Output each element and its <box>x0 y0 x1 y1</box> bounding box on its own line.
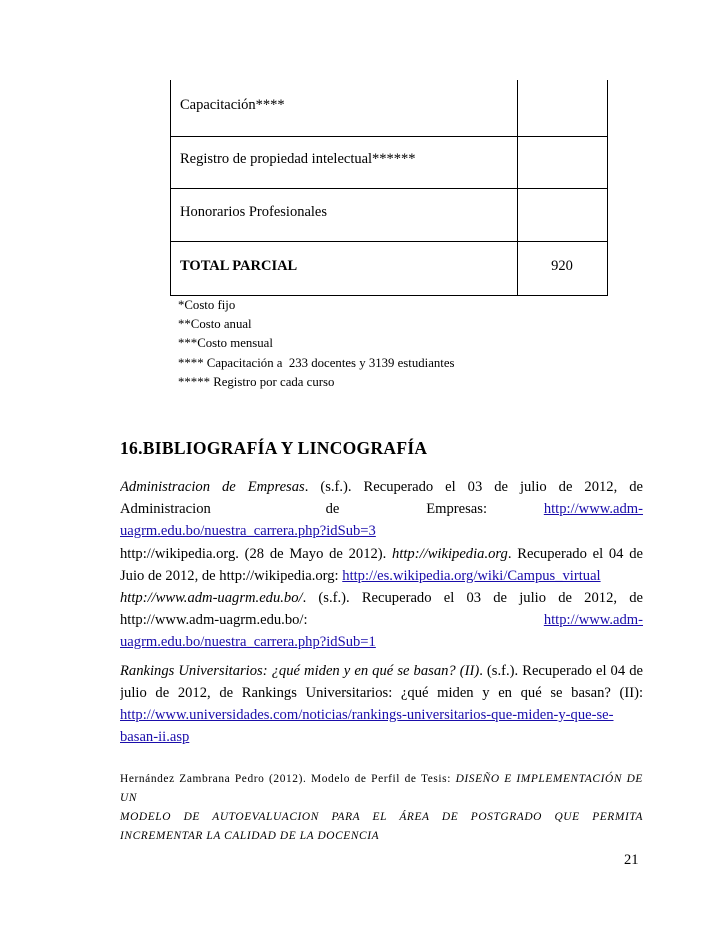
page-number: 21 <box>624 852 639 868</box>
table-row <box>171 189 607 242</box>
ref-text: http://www.adm-uagrm.edu.bo/: <box>120 612 308 628</box>
ref-line <box>120 543 643 565</box>
note-line: ***Costo mensual <box>178 336 273 351</box>
column-divider <box>517 189 518 241</box>
ref-line <box>120 704 643 726</box>
ref-text: . (s.f.). Recuperado el 03 de julio de 2012, de <box>304 479 643 495</box>
ref-link[interactable]: http://www.universidades.com/noticias/rankings-universitarios-que-miden-y-que-se- <box>120 707 614 723</box>
ref-line <box>120 520 643 542</box>
ref-line <box>120 476 643 498</box>
cost-notes <box>178 296 454 392</box>
note-line: **Costo anual <box>178 317 252 332</box>
total-label: TOTAL PARCIAL <box>180 258 298 274</box>
column-divider <box>517 137 518 188</box>
ref-line <box>120 631 643 653</box>
column-divider <box>517 80 518 136</box>
ref-title: Rankings Universitarios: ¿qué miden y en qué se basan? (II) <box>120 663 480 679</box>
row-label: Registro de propiedad intelectual****** <box>180 151 416 167</box>
ref-line: julio de 2012, de Rankings Universitarios: ¿qué miden y en qué se basan? (II): <box>120 685 643 701</box>
row-label: Honorarios Profesionales <box>180 204 327 220</box>
note-line: *Costo fijo <box>178 298 236 312</box>
total-value: 920 <box>551 258 573 274</box>
table-row-total <box>171 242 607 296</box>
ref-text: . Recuperado el 04 de <box>507 546 643 562</box>
row-label: Capacitación**** <box>180 97 285 113</box>
footer-line: INCREMENTAR LA CALIDAD DE LA DOCENCIA <box>120 830 380 842</box>
reference-4 <box>120 660 643 748</box>
ref-link[interactable]: uagrm.edu.bo/nuestra_carrera.php?idSub=1 <box>120 634 376 650</box>
ref-title: http://www.adm-uagrm.edu.bo/ <box>120 590 303 606</box>
ref-text: . (s.f.). Recuperado el 04 de <box>479 663 643 679</box>
ref-text: Empresas: <box>426 501 487 517</box>
ref-link[interactable]: basan-ii.asp <box>120 729 190 745</box>
cost-table <box>170 80 608 296</box>
reference-3 <box>120 587 643 653</box>
ref-line <box>120 660 643 682</box>
ref-text: http://wikipedia.org. (28 de Mayo de 2012). <box>120 546 393 562</box>
ref-link[interactable]: http://www.adm- <box>543 501 643 517</box>
ref-text: . (s.f.). Recuperado el 03 de julio de 2012, de <box>302 590 643 606</box>
footer-line <box>120 770 643 808</box>
footer-note <box>120 770 643 846</box>
note-line: **** Capacitación a 233 docentes y 3139 estudiantes <box>178 355 455 370</box>
ref-link[interactable]: http://www.adm- <box>543 612 643 628</box>
footer-line: MODELO DE AUTOEVALUACION PARA EL ÁREA DE POSTGRADO QUE PERMITA <box>120 811 643 823</box>
ref-line <box>120 587 643 609</box>
reference-1 <box>120 476 643 542</box>
ref-text: de <box>325 501 340 517</box>
table-row <box>171 80 607 137</box>
ref-text: Administracion <box>120 501 211 517</box>
section-title: 16.BIBLIOGRAFÍA Y LINCOGRAFÍA <box>120 438 428 458</box>
ref-line <box>120 565 643 587</box>
ref-link[interactable]: uagrm.edu.bo/nuestra_carrera.php?idSub=3 <box>120 523 376 539</box>
table-row <box>171 137 607 189</box>
ref-line <box>120 609 643 631</box>
ref-title: http://wikipedia.org <box>392 546 508 562</box>
reference-2 <box>120 543 643 587</box>
note-line: ***** Registro por cada curso <box>178 374 335 389</box>
ref-text: Juio de 2012, de http://wikipedia.org: <box>120 568 343 584</box>
ref-line <box>120 726 643 748</box>
footer-author: Hernández Zambrana Pedro (2012). Modelo de Perfil de Tesis: <box>120 773 456 785</box>
ref-line <box>120 498 643 520</box>
ref-title: Administracion de Empresas <box>120 479 305 495</box>
ref-link[interactable]: http://es.wikipedia.org/wiki/Campus_virtual <box>342 568 601 584</box>
footer-title: DISEÑO E IMPLEMENTACIÓN DE UN <box>120 773 643 804</box>
